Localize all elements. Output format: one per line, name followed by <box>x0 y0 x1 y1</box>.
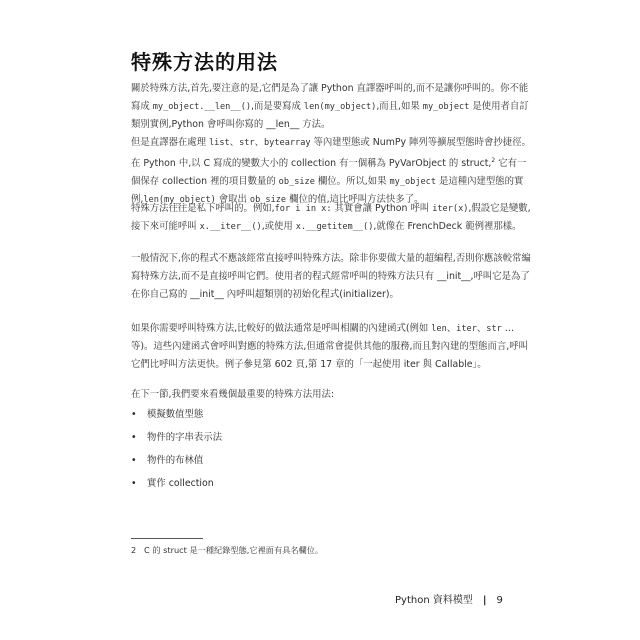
inline-code: iter(x) <box>432 204 469 214</box>
bullet-icon: • <box>131 409 137 420</box>
page-footer <box>395 591 503 606</box>
footnote-text: C 的 struct 是一種紀錄型態,它裡面有具名欄位。 <box>144 545 324 555</box>
paragraph-4: 一般情況下,你的程式不應該經常直接呼叫特殊方法。除非你要做大量的超編程,否則你應該較常編寫特殊方法,而不是直接呼叫它們。使用者的程式經常呼叫的特殊方法只有 __init__,呼叫它是為了在你自己寫的 __init__ 內呼叫超類別的初始化程式(initializer)。 <box>131 253 531 300</box>
bullet-icon: • <box>131 478 137 489</box>
list-item: • 物件的布林值 <box>131 452 511 475</box>
inline-code: iter <box>456 324 477 334</box>
footnote-divider <box>131 538 203 539</box>
inline-code: str <box>239 138 255 148</box>
list-item: • 實作 collection <box>131 475 511 498</box>
section-title: 特殊方法的用法 <box>131 50 278 74</box>
inline-code: my_object <box>389 177 437 188</box>
inline-code: x.__getitem__() <box>295 222 374 232</box>
inline-code: list <box>208 138 230 148</box>
list-item: • 物件的字串表示法 <box>131 429 511 452</box>
inline-code: x.__iter__() <box>199 222 262 232</box>
footnote-number: 2 <box>131 545 137 555</box>
paragraph-6: 在下一節,我們要來看幾個最重要的特殊方法用法: <box>131 389 335 400</box>
list-item: • 模擬數值型態 <box>131 406 511 429</box>
inline-code: str <box>486 324 502 334</box>
inline-code: my_object <box>422 102 470 112</box>
paragraph-2: 但是直譯器在處理 list、str、bytearray 等內建型態或 NumPy 陣列等擴展型態時會抄捷徑。在 Python 中,以 C 寫成的變數大小的 collection 有一個稱為 PyVarObject 的 struct,$^2$ 它有一個保存 collection 裡的項目數量的 ob_size 欄位。所以,如果 my_object 是這種內建型態的實例,len(my_object) 會取出 ob_size 欄位的值,這比呼叫方法快多了。 <box>131 137 531 206</box>
paragraph-5: 如果你需要呼叫特殊方法,比較好的做法通常是呼叫相關的內建函式(例如 len、iter、str …等)。這些內建函式會呼叫對應的特殊方法,但通常會提供其他的服務,而且對內建的型態而言,呼叫它們比呼叫方法更快。例子參見第 602 頁,第 17 章的「一起使用 iter 與 Callable」。 <box>131 323 528 370</box>
bullet-icon: • <box>131 432 137 443</box>
inline-code: ob_size <box>249 195 287 206</box>
inline-code: len <box>431 324 447 334</box>
inline-code: bytearray <box>264 138 311 148</box>
bullet-list <box>131 406 511 498</box>
footer-divider: | <box>482 595 487 606</box>
inline-code: len(my_object) <box>303 102 377 112</box>
paragraph-3: 特殊方法往往是私下呼叫的。例如,for i in x: 其實會讓 Python 呼叫 iter(x),假設它是變數,接下來可能呼叫 x.__iter__(),或使用 x.__getitem__(),就像在 FrenchDeck 範例裡那樣。 <box>131 203 531 232</box>
paragraph-1: 關於特殊方法,首先,要注意的是,它們是為了讓 Python 直譯器呼叫的,而不是讓你呼叫的。你不能寫成 my_object.__len__(),而是要寫成 len(my_object),而且,如果 my_object 是使用者自訂類別實例,Python 會呼叫你寫的 __len__ 方法。 <box>131 83 529 130</box>
inline-code: ob_size <box>278 177 315 188</box>
page-number: 9 <box>496 595 503 606</box>
bullet-icon: • <box>131 455 137 466</box>
inline-code: len(my_object) <box>143 195 216 206</box>
footnote-marker: 2 <box>491 157 496 164</box>
inline-code: for i in x: <box>274 204 332 214</box>
footnote <box>131 545 323 556</box>
running-section-title: Python 資料模型 <box>395 595 473 606</box>
inline-code: my_object.__len__() <box>152 102 252 112</box>
